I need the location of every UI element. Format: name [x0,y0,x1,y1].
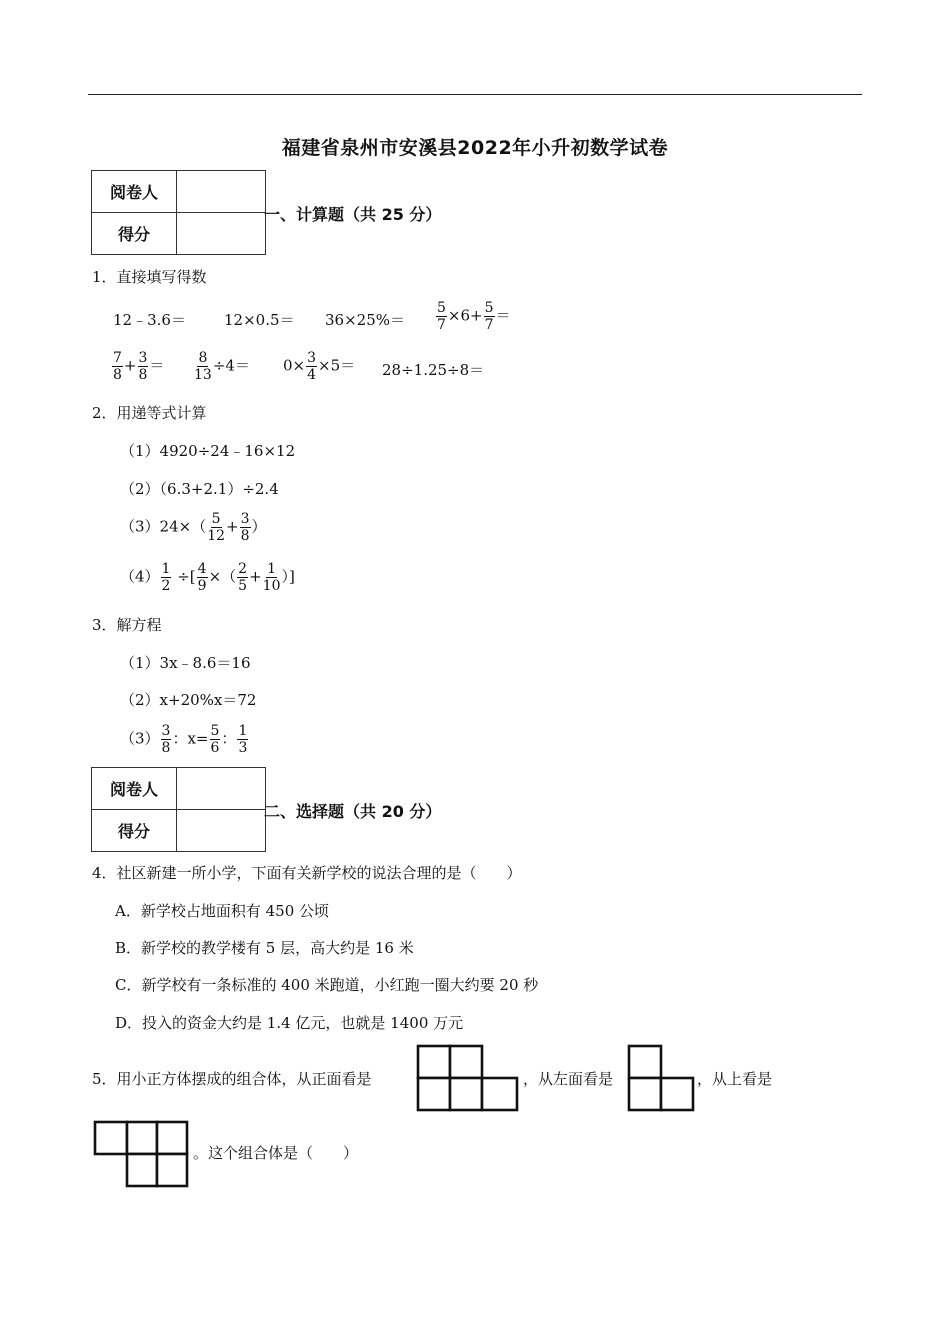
view-cell [95,1122,127,1154]
score-label: 得分 [92,213,177,255]
q2-item-4: （4） $\frac{1}{2}$ ÷[ $\frac{4}{9}$ ×（ $\frac{2}{5}$ + $\frac{1}{10}$ ）] [120,561,295,594]
view-cell [418,1046,450,1078]
q1-r1-d: $\frac{5}{7}$ ×6+ $\frac{5}{7}$ ＝ [437,300,511,333]
fraction: $\frac{1}{10}$ [262,561,281,594]
left-view-figure [626,1043,696,1113]
q4-option-a[interactable]: A．新学校占地面积有 450 公顷 [115,902,330,920]
score-cell[interactable] [177,213,266,255]
view-cell [127,1122,157,1154]
section-1-heading: 一、计算题（共 25 分） [264,205,442,224]
fraction: $\frac{3}{8}$ [240,511,250,544]
view-cell [450,1078,482,1110]
score-cell[interactable] [177,810,266,852]
fraction: $\frac{3}{4}$ [307,350,317,383]
fraction: $\frac{1}{3}$ [238,723,248,756]
fraction: $\frac{4}{9}$ [197,561,207,594]
q1-r2-b: $\frac{8}{13}$ ÷4＝ [194,350,250,383]
view-cell [629,1046,661,1078]
q4-option-b[interactable]: B．新学校的教学楼有 5 层，高大约是 16 米 [115,939,414,957]
q1-r1-a: 12﹣3.6＝ [113,311,186,329]
fraction: $\frac{5}{6}$ [210,723,220,756]
q3-item-1: （1）3x﹣8.6＝16 [120,654,251,672]
q3-item-2: （2）x+20%x＝72 [120,691,257,709]
q4-option-d[interactable]: D．投入的资金大约是 1.4 亿元，也就是 1400 万元 [115,1014,464,1032]
view-cell [157,1154,187,1186]
top-view-figure [92,1119,192,1189]
q2-stem: 2．用递等式计算 [92,404,207,422]
reviewer-cell[interactable] [177,768,266,810]
view-cell [661,1078,693,1110]
section-2-heading: 二、选择题（共 20 分） [264,802,442,821]
q5-part-3: ，从上看是 [697,1070,773,1088]
q4-option-c[interactable]: C．新学校有一条标准的 400 米跑道，小红跑一圈大约要 20 秒 [115,976,539,994]
q1-r2-a: $\frac{7}{8}$ + $\frac{3}{8}$ ＝ [113,350,165,383]
view-cell [482,1078,517,1110]
q5-part-1: 5．用小正方体摆成的组合体，从正面看是 [92,1070,372,1088]
fraction: $\frac{8}{13}$ [194,350,212,383]
page-title: 福建省泉州市安溪县2022年小升初数学试卷 [281,137,669,159]
q3-item-3: （3） $\frac{3}{8}$ ：x= $\frac{5}{6}$ ： $\frac{1}{3}$ [120,723,248,756]
view-cell [629,1078,661,1110]
q1-stem: 1．直接填写得数 [92,268,207,286]
view-cell [127,1154,157,1186]
front-view-figure [415,1043,521,1113]
reviewer-cell[interactable] [177,171,266,213]
q1-r2-c: 0× $\frac{3}{4}$ ×5＝ [283,350,356,383]
q2-item-3: （3）24×（ $\frac{5}{12}$ + $\frac{3}{8}$ ） [120,511,267,544]
view-cell [157,1122,187,1154]
q2-item-1: （1）4920÷24﹣16×12 [120,442,296,460]
fraction: $\frac{2}{5}$ [238,561,248,594]
q1-r2-d: 28÷1.25÷8＝ [382,361,485,379]
fraction: $\frac{7}{8}$ [113,350,122,383]
q1-r1-c: 36×25%＝ [325,311,405,329]
view-cell [418,1078,450,1110]
header-rule [88,94,862,95]
grader-box-1 [91,170,266,255]
q4-stem: 4．社区新建一所小学，下面有关新学校的说法合理的是（ ） [92,864,522,882]
view-cell [450,1046,482,1078]
q2-item-2: （2）（6.3+2.1）÷2.4 [120,480,279,498]
fraction: $\frac{5}{7}$ [437,300,446,333]
q5-part-4: 。这个组合体是（ ） [193,1144,359,1162]
q3-stem: 3．解方程 [92,616,162,634]
fraction: $\frac{1}{2}$ [161,561,171,594]
score-label: 得分 [92,810,177,852]
fraction: $\frac{3}{8}$ [161,723,171,756]
fraction: $\frac{3}{8}$ [138,350,148,383]
q5-part-2: ，从左面看是 [523,1070,614,1088]
grader-box-2 [91,767,266,852]
fraction: $\frac{5}{7}$ [484,300,494,333]
reviewer-label: 阅卷人 [92,171,177,213]
reviewer-label: 阅卷人 [92,768,177,810]
fraction: $\frac{5}{12}$ [207,511,226,544]
q1-r1-b: 12×0.5＝ [224,311,295,329]
